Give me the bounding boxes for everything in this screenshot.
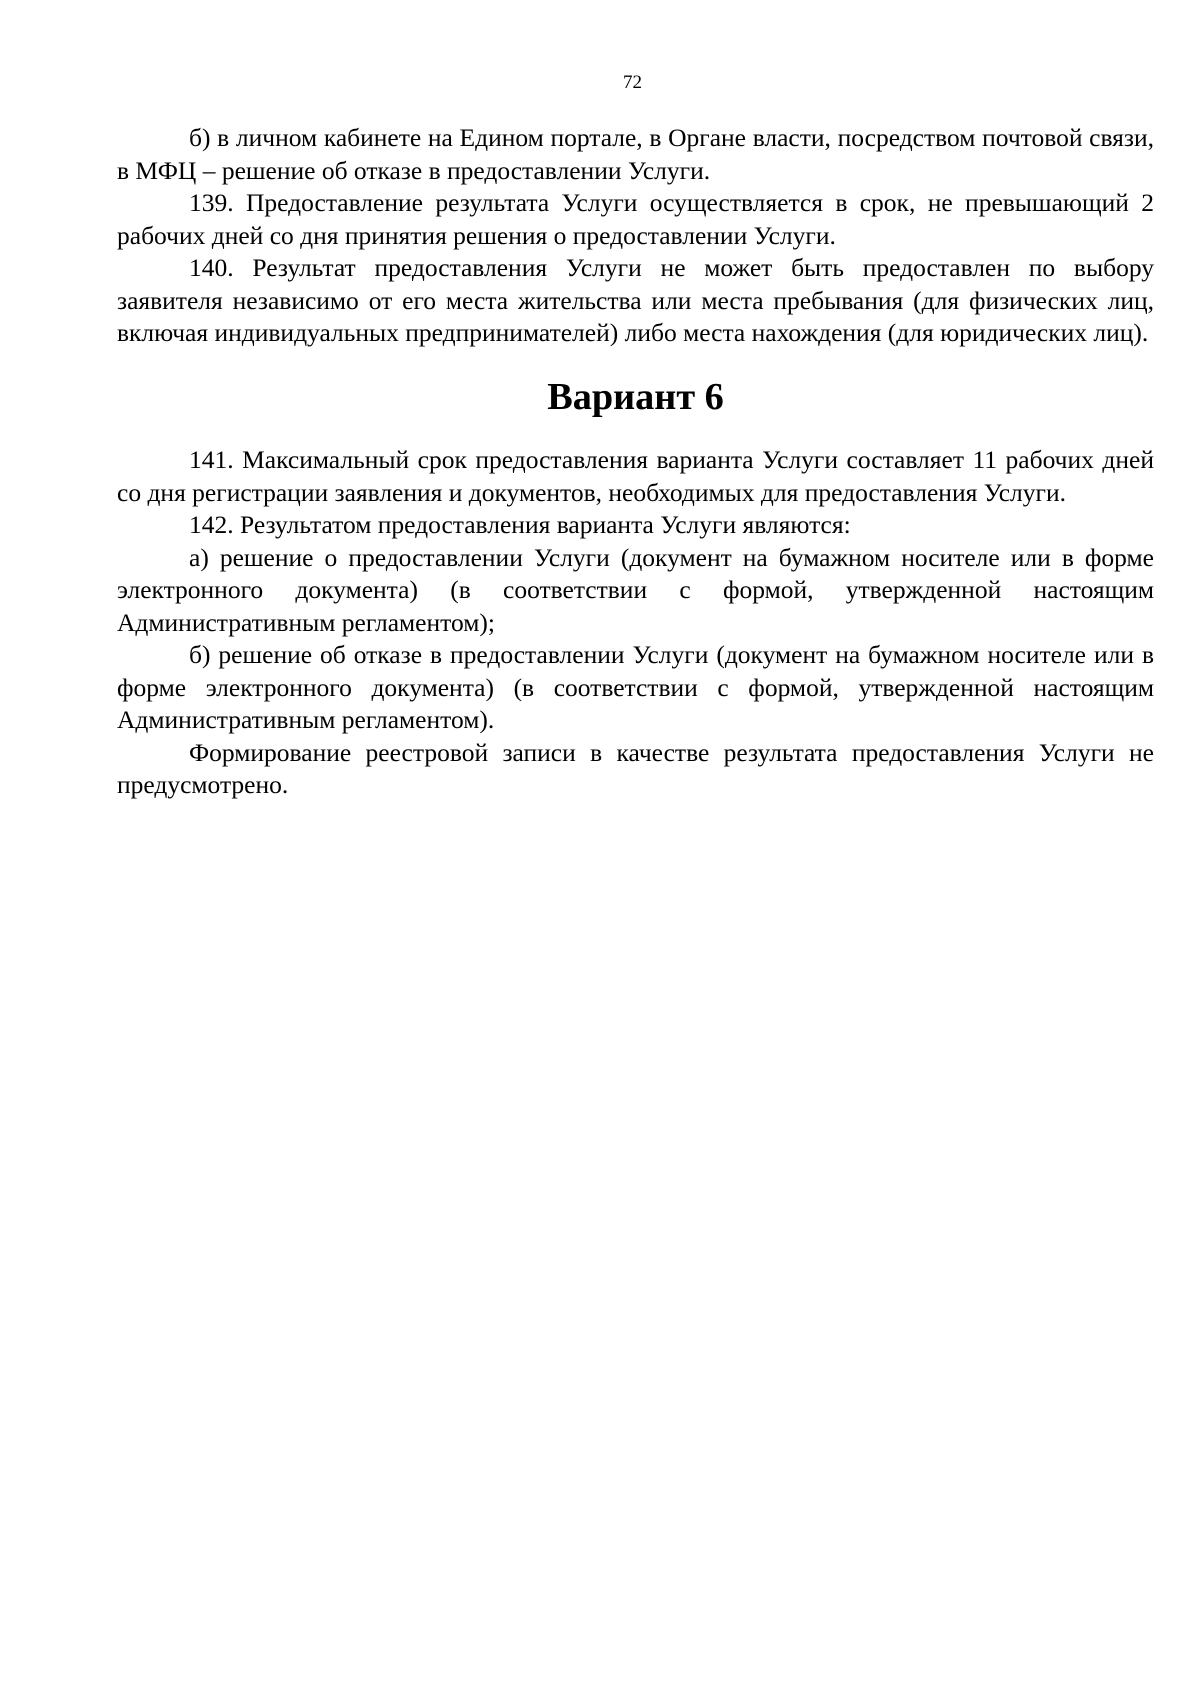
document-body <box>117 122 1154 802</box>
section-heading-variant-6: Вариант 6 <box>547 375 724 418</box>
page-number: 72 <box>623 72 642 93</box>
paragraph-registry-record: Формирование реестровой записи в качестве результата предоставления Услуги не предусмотрено. <box>117 737 1154 799</box>
paragraph-142-a: а) решение о предоставлении Услуги (документ на бумажном носителе или в форме электронного документа) (в соответствии с формой, утвержденной настоящим Административным регламентом); <box>117 542 1154 637</box>
paragraph-b-result-delivery: б) в личном кабинете на Едином портале, в Органе власти, посредством почтовой связи, в МФЦ – решение об отказе в предоставлении Услуги. <box>117 123 1154 185</box>
paragraph-142-b: б) решение об отказе в предоставлении Услуги (документ на бумажном носителе или в форме электронного документа) (в соответствии с формой, утвержденной настоящим Административным регламентом). <box>117 640 1154 734</box>
paragraph-141: 141. Максимальный срок предоставления варианта Услуги составляет 11 рабочих дней со дня регистрации заявления и документов, необходимых для предоставления Услуги. <box>117 445 1154 507</box>
paragraph-142: 142. Результатом предоставления варианта Услуги являются: <box>189 510 851 539</box>
paragraph-140: 140. Результат предоставления Услуги не может быть предоставлен по выбору заявителя независимо от его места жительства или места пребывания (для физических лиц, включая индивидуальных предпринимателей) либо места нахождения (для юридических лиц). <box>117 253 1154 347</box>
paragraph-139: 139. Предоставление результата Услуги осуществляется в срок, не превышающий 2 рабочих дней со дня принятия решения о предоставлении Услуги. <box>117 188 1154 250</box>
